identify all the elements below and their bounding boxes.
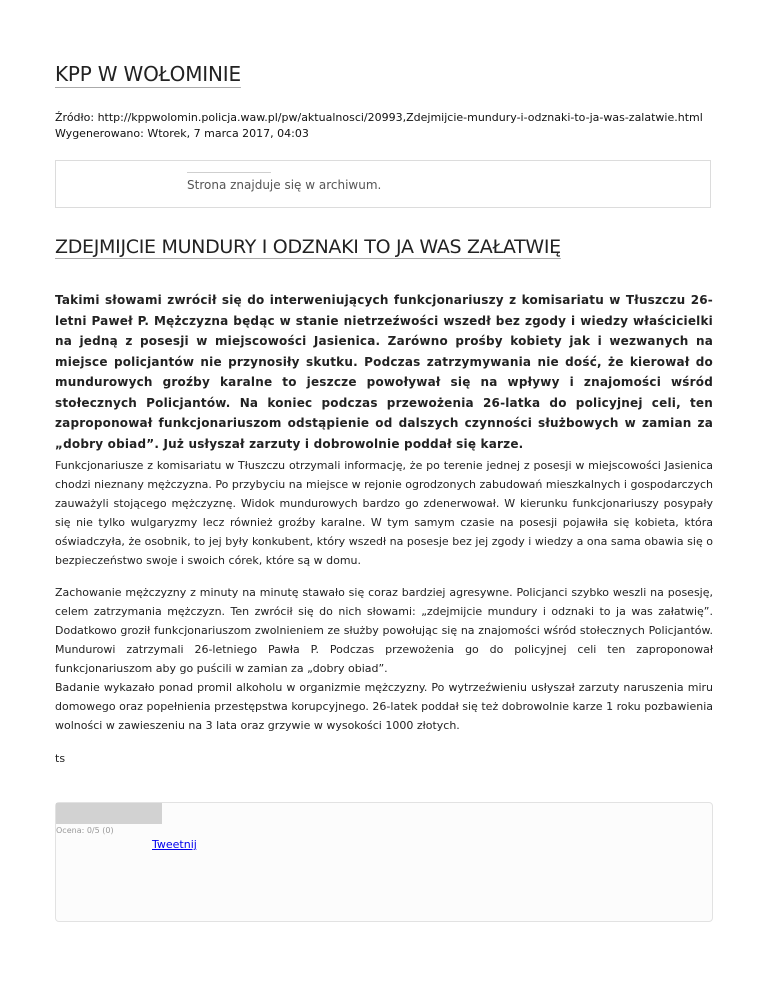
article-lead: Takimi słowami zwrócił się do interweniujących funkcjonariuszy z komisariatu w Tłuszczu 26-letni Paweł P. Mężczyzna będąc w stanie nietrzeźwości wszedł bez zgody i wiedzy właścicielki na jedną z posesji w miejscowości Jasienica. Zarówno prośby kobiety jak i wezwanych na miejsce policjantów nie przynosiły skutku. Podczas zatrzymywania nie dość, że kierował do mundurowych groźby karalne to jeszcze powoływał się na wpływy i znajomości wśród stołecznych Policjantów. Na koniec podczas przewożenia 26-latka do policyjnej celi, ten zaproponował funkcjonariuszom odstąpienie od dalszych czynności służbowych w zamian za „dobry obiad”. Już usłyszał zarzuty i dobrowolnie poddał się karze. bbox=[55, 293, 713, 451]
archive-divider bbox=[187, 172, 271, 173]
article-author: ts bbox=[55, 752, 66, 765]
rating-stars-bar[interactable] bbox=[56, 803, 162, 824]
rating-text: Ocena: 0/5 (0) bbox=[56, 826, 114, 835]
rating-share-box bbox=[55, 802, 713, 922]
archive-notice-box bbox=[55, 160, 711, 208]
archive-notice-text: Strona znajduje się w archiwum. bbox=[187, 178, 382, 192]
site-title: KPP W WOŁOMINIE bbox=[55, 62, 241, 86]
source-line: Źródło: http://kppwolomin.policja.waw.pl/pw/aktualnosci/20993,Zdejmijcie-mundury-i-odznaki-to-ja-was-zalatwie.html bbox=[55, 111, 703, 124]
generated-line: Wygenerowano: Wtorek, 7 marca 2017, 04:03 bbox=[55, 127, 309, 140]
tweet-link[interactable]: Tweetnij bbox=[152, 838, 197, 851]
article-title: ZDEJMIJCIE MUNDURY I ODZNAKI TO JA WAS ZAŁATWIĘ bbox=[55, 236, 561, 258]
article-paragraph-3: Badanie wykazało ponad promil alkoholu w organizmie mężczyzny. Po wytrzeźwieniu usłyszał zarzuty naruszenia miru domowego oraz popełnienia przestępstwa korupcyjnego. 26-latek poddał się też dobrowolnie karze 1 roku pozbawienia wolności w zawieszeniu na 3 lata oraz grzywie w wysokości 1000 złotych. bbox=[55, 681, 713, 732]
document-meta bbox=[55, 110, 703, 142]
article-paragraph-2: Zachowanie mężczyzny z minuty na minutę stawało się coraz bardziej agresywne. Policjanci szybko weszli na posesję, celem zatrzymania mężczyzn. Ten zwrócił się do nich słowami: „zdejmijcie mundury i odznaki to ja was załatwię”. Dodatkowo groził funkcjonariuszom zwolnieniem ze służby powołując się na znajomości wśród stołecznych Policjantów. Mundurowi zatrzymali 26-letniego Pawła P. Podczas przewożenia go do policyjnej celi ten zaproponował funkcjonariuszom aby go puścili w zamian za „dobry obiad”. bbox=[55, 586, 713, 675]
article-paragraph-1: Funkcjonariusze z komisariatu w Tłuszczu otrzymali informację, że po terenie jednej z posesji w miejscowości Jasienica chodzi nieznany mężczyzna. Po przybyciu na miejsce w rejonie ogrodzonych zabudowań mieszkalnych i gospodarczych zauważyli stojącego mężczyznę. Widok mundurowych bardzo go zdenerwował. W kierunku funkcjonariuszy posypały się nie tylko wulgaryzmy lecz również groźby karalne. W tym samym czasie na posesji pojawiła się kobieta, która oświadczyła, że osobnik, to jej były konkubent, który wszedł na posesje bez jej zgody i wiedzy a ona sama obawia się o bezpieczeństwo swoje i swoich córek, które są w domu. bbox=[55, 459, 713, 567]
